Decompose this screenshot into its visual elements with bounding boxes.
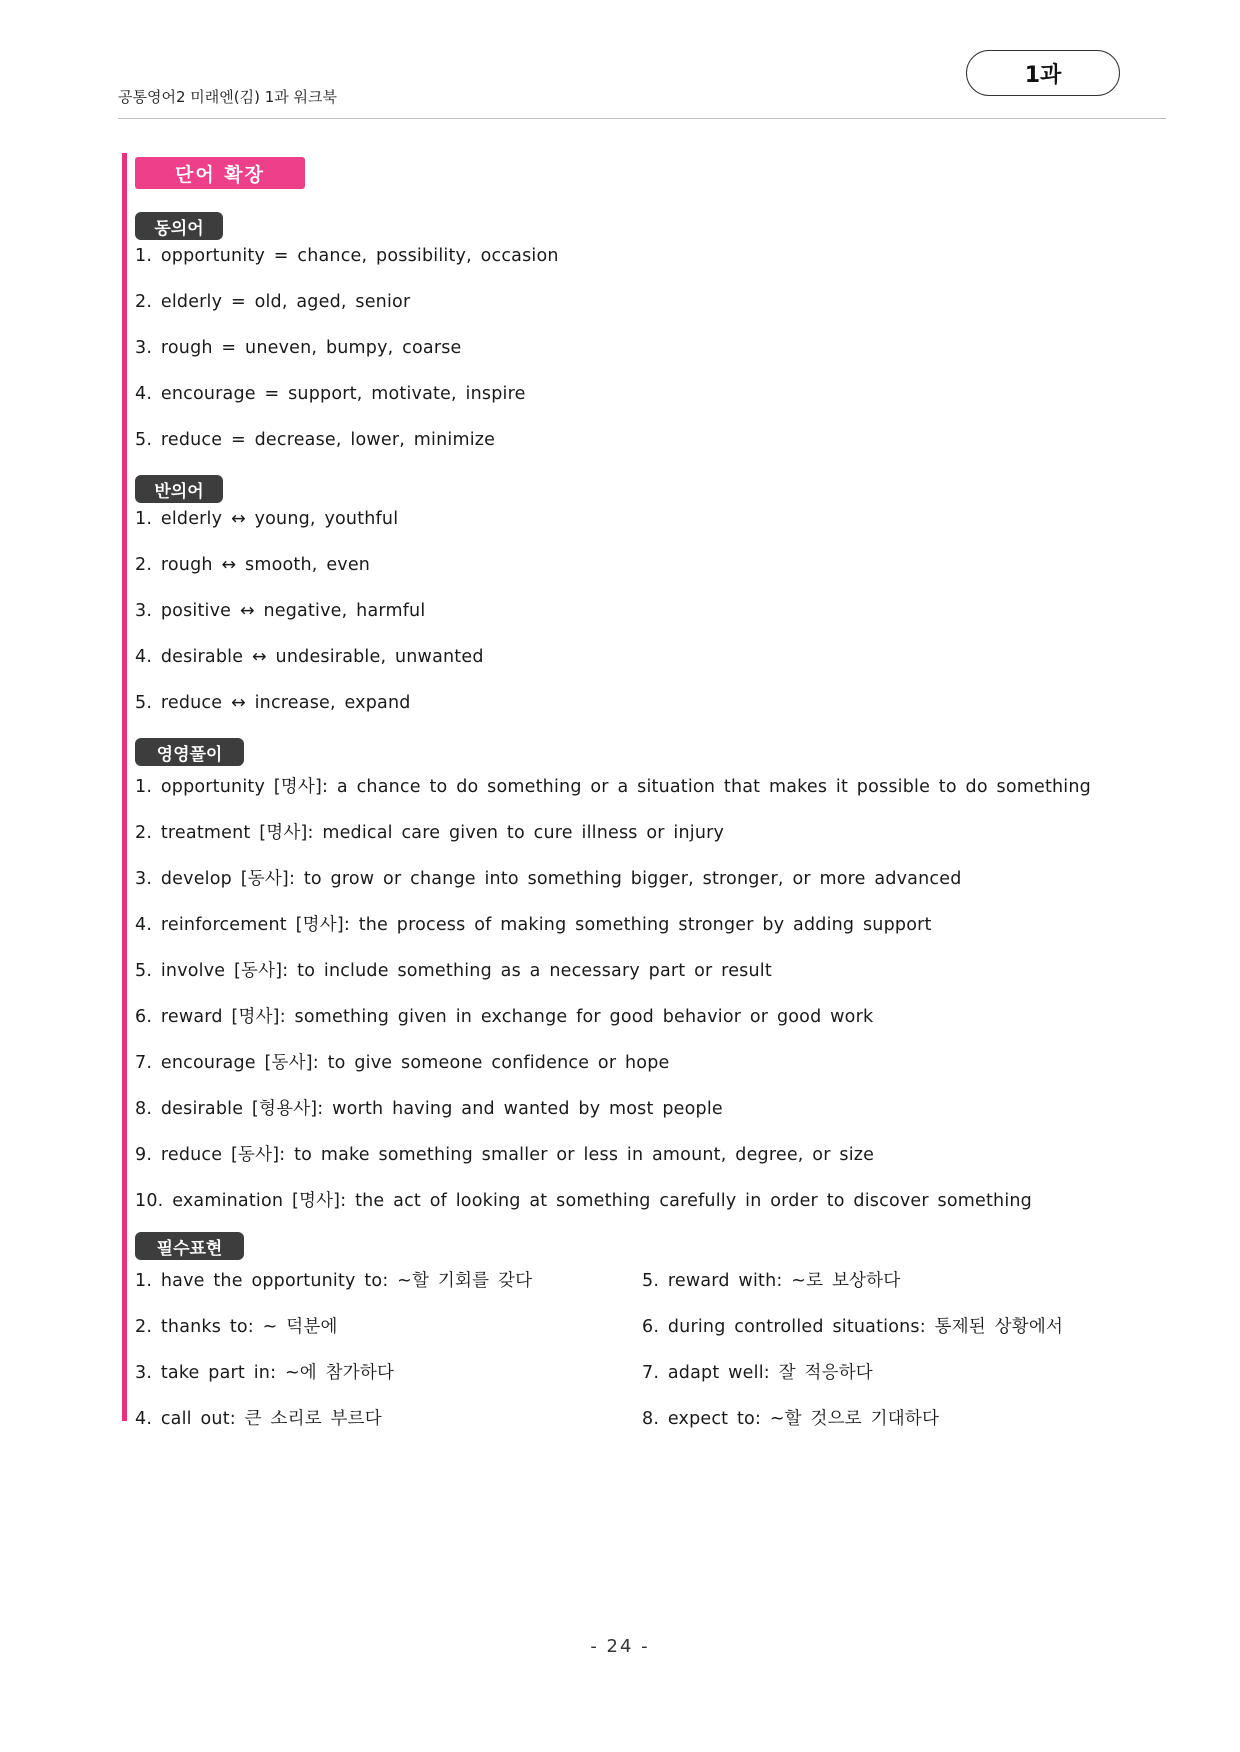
antonym-item: 4. desirable ↔ undesirable, unwanted bbox=[135, 647, 484, 667]
expression-item: 5. reward with: ~로 보상하다 bbox=[642, 1271, 901, 1291]
definition-item: 2. treatment [명사]: medical care given to cure illness or injury bbox=[135, 823, 725, 843]
antonym-item: 1. elderly ↔ young, youthful bbox=[135, 509, 399, 529]
definition-item: 6. reward [명사]: something given in exchange for good behavior or good work bbox=[135, 1007, 874, 1027]
expression-item: 3. take part in: ~에 참가하다 bbox=[135, 1363, 395, 1383]
section-accent-bar bbox=[122, 153, 127, 1421]
header-divider bbox=[118, 118, 1166, 119]
expression-item: 7. adapt well: 잘 적응하다 bbox=[642, 1363, 873, 1383]
expression-item: 4. call out: 큰 소리로 부르다 bbox=[135, 1409, 382, 1429]
antonym-item: 5. reduce ↔ increase, expand bbox=[135, 693, 411, 713]
expression-item: 2. thanks to: ~ 덕분에 bbox=[135, 1317, 338, 1337]
definition-item: 3. develop [동사]: to grow or change into something bigger, stronger, or more advanced bbox=[135, 869, 962, 889]
antonym-item: 2. rough ↔ smooth, even bbox=[135, 555, 371, 575]
definition-item: 8. desirable [형용사]: worth having and wanted by most people bbox=[135, 1099, 723, 1119]
expression-item: 1. have the opportunity to: ~할 기회를 갖다 bbox=[135, 1271, 533, 1291]
page-number: - 24 - bbox=[590, 1636, 650, 1657]
synonym-item: 4. encourage = support, motivate, inspire bbox=[135, 384, 526, 404]
synonyms-label: 동의어 bbox=[135, 212, 223, 240]
expressions-label: 필수표현 bbox=[135, 1232, 244, 1260]
synonym-item: 1. opportunity = chance, possibility, occasion bbox=[135, 246, 559, 266]
definition-item: 1. opportunity [명사]: a chance to do something or a situation that makes it possible to do something bbox=[135, 777, 1091, 797]
synonym-item: 2. elderly = old, aged, senior bbox=[135, 292, 411, 312]
expression-item: 8. expect to: ~할 것으로 기대하다 bbox=[642, 1409, 940, 1429]
definition-item: 5. involve [동사]: to include something as a necessary part or result bbox=[135, 961, 772, 981]
synonym-item: 5. reduce = decrease, lower, minimize bbox=[135, 430, 496, 450]
definition-item: 4. reinforcement [명사]: the process of making something stronger by adding support bbox=[135, 915, 932, 935]
header-title: 공통영어2 미래엔(김) 1과 워크북 bbox=[118, 88, 337, 106]
synonym-item: 3. rough = uneven, bumpy, coarse bbox=[135, 338, 462, 358]
lesson-badge: 1과 bbox=[966, 50, 1120, 96]
definition-item: 9. reduce [동사]: to make something smaller or less in amount, degree, or size bbox=[135, 1145, 875, 1165]
expression-item: 6. during controlled situations: 통제된 상황에서 bbox=[642, 1317, 1064, 1337]
definitions-label: 영영풀이 bbox=[135, 738, 244, 766]
definition-item: 10. examination [명사]: the act of looking at something carefully in order to discover something bbox=[135, 1191, 1032, 1211]
section-title: 단어 확장 bbox=[135, 157, 305, 189]
definition-item: 7. encourage [동사]: to give someone confidence or hope bbox=[135, 1053, 670, 1073]
antonym-item: 3. positive ↔ negative, harmful bbox=[135, 601, 426, 621]
antonyms-label: 반의어 bbox=[135, 475, 223, 503]
